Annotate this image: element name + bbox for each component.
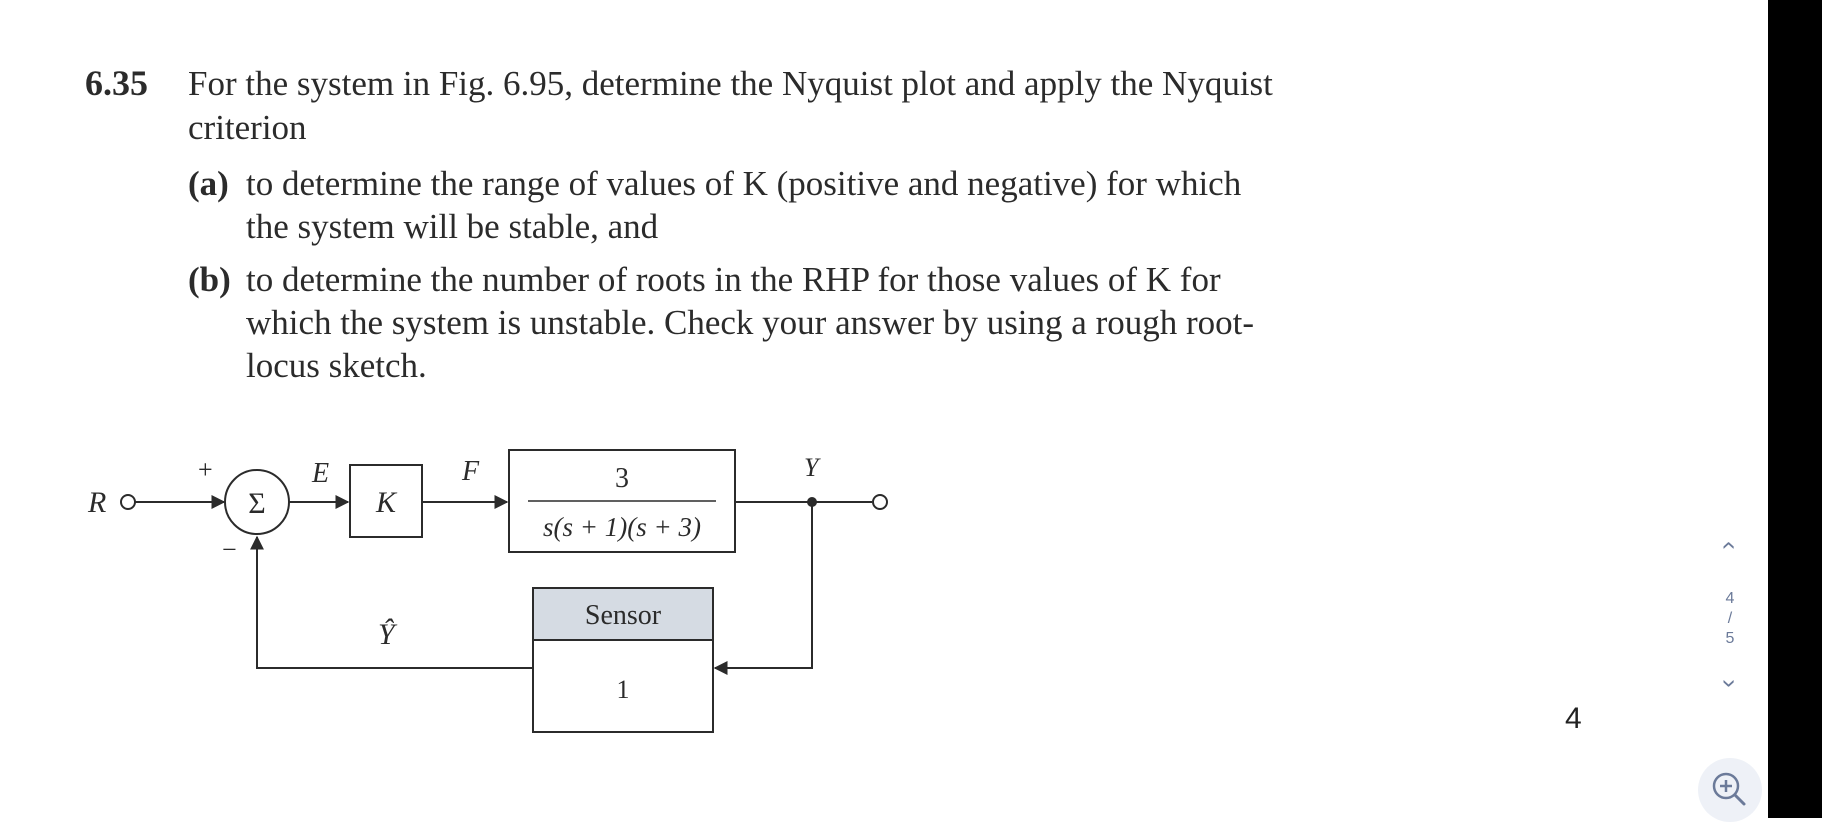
error-label: E bbox=[312, 458, 330, 489]
next-page-icon[interactable]: › bbox=[1715, 679, 1746, 688]
page-number: 4 bbox=[1565, 702, 1582, 735]
plus-sign: + bbox=[198, 455, 213, 484]
current-page: 4 bbox=[1725, 590, 1735, 607]
block-diagram bbox=[70, 440, 930, 750]
output-terminal bbox=[873, 495, 887, 509]
viewer-edge bbox=[1768, 0, 1822, 818]
minus-sign: − bbox=[222, 535, 237, 564]
page-navigator bbox=[1705, 530, 1755, 710]
sensor-title: Sensor bbox=[584, 600, 662, 631]
previous-page-icon[interactable]: ‹ bbox=[1715, 541, 1746, 550]
plant-denominator: s(s + 1)(s + 3) bbox=[543, 512, 701, 542]
input-label: R bbox=[88, 486, 107, 519]
problem-intro: For the system in Fig. 6.95, determine the Nyquist plot and apply the Nyquist criterion bbox=[188, 64, 1273, 147]
summer-symbol: Σ bbox=[248, 487, 266, 520]
f-label: F bbox=[462, 456, 480, 487]
part-b-label: (b) bbox=[188, 260, 231, 299]
page-separator: / bbox=[1727, 610, 1733, 627]
part-a-text: to determine the range of values of K (positive and negative) for which the system will be stable, and bbox=[246, 164, 1242, 246]
zoom-in-icon bbox=[1698, 758, 1762, 822]
feedback-line-out bbox=[257, 537, 533, 668]
zoom-button[interactable] bbox=[1698, 758, 1762, 822]
feedback-label: Ŷ bbox=[378, 618, 395, 651]
input-terminal bbox=[121, 495, 135, 509]
total-pages: 5 bbox=[1725, 630, 1735, 647]
part-a-label: (a) bbox=[188, 164, 229, 203]
output-label: Y bbox=[804, 453, 819, 482]
sensor-gain: 1 bbox=[616, 675, 630, 704]
plant-numerator: 3 bbox=[615, 463, 629, 494]
part-b-text: to determine the number of roots in the RHP for those values of K for which the system is unstable. Check your answer by using a rough root-locus sketch. bbox=[246, 260, 1255, 385]
problem-number: 6.35 bbox=[85, 63, 148, 103]
gain-label: K bbox=[375, 486, 397, 519]
